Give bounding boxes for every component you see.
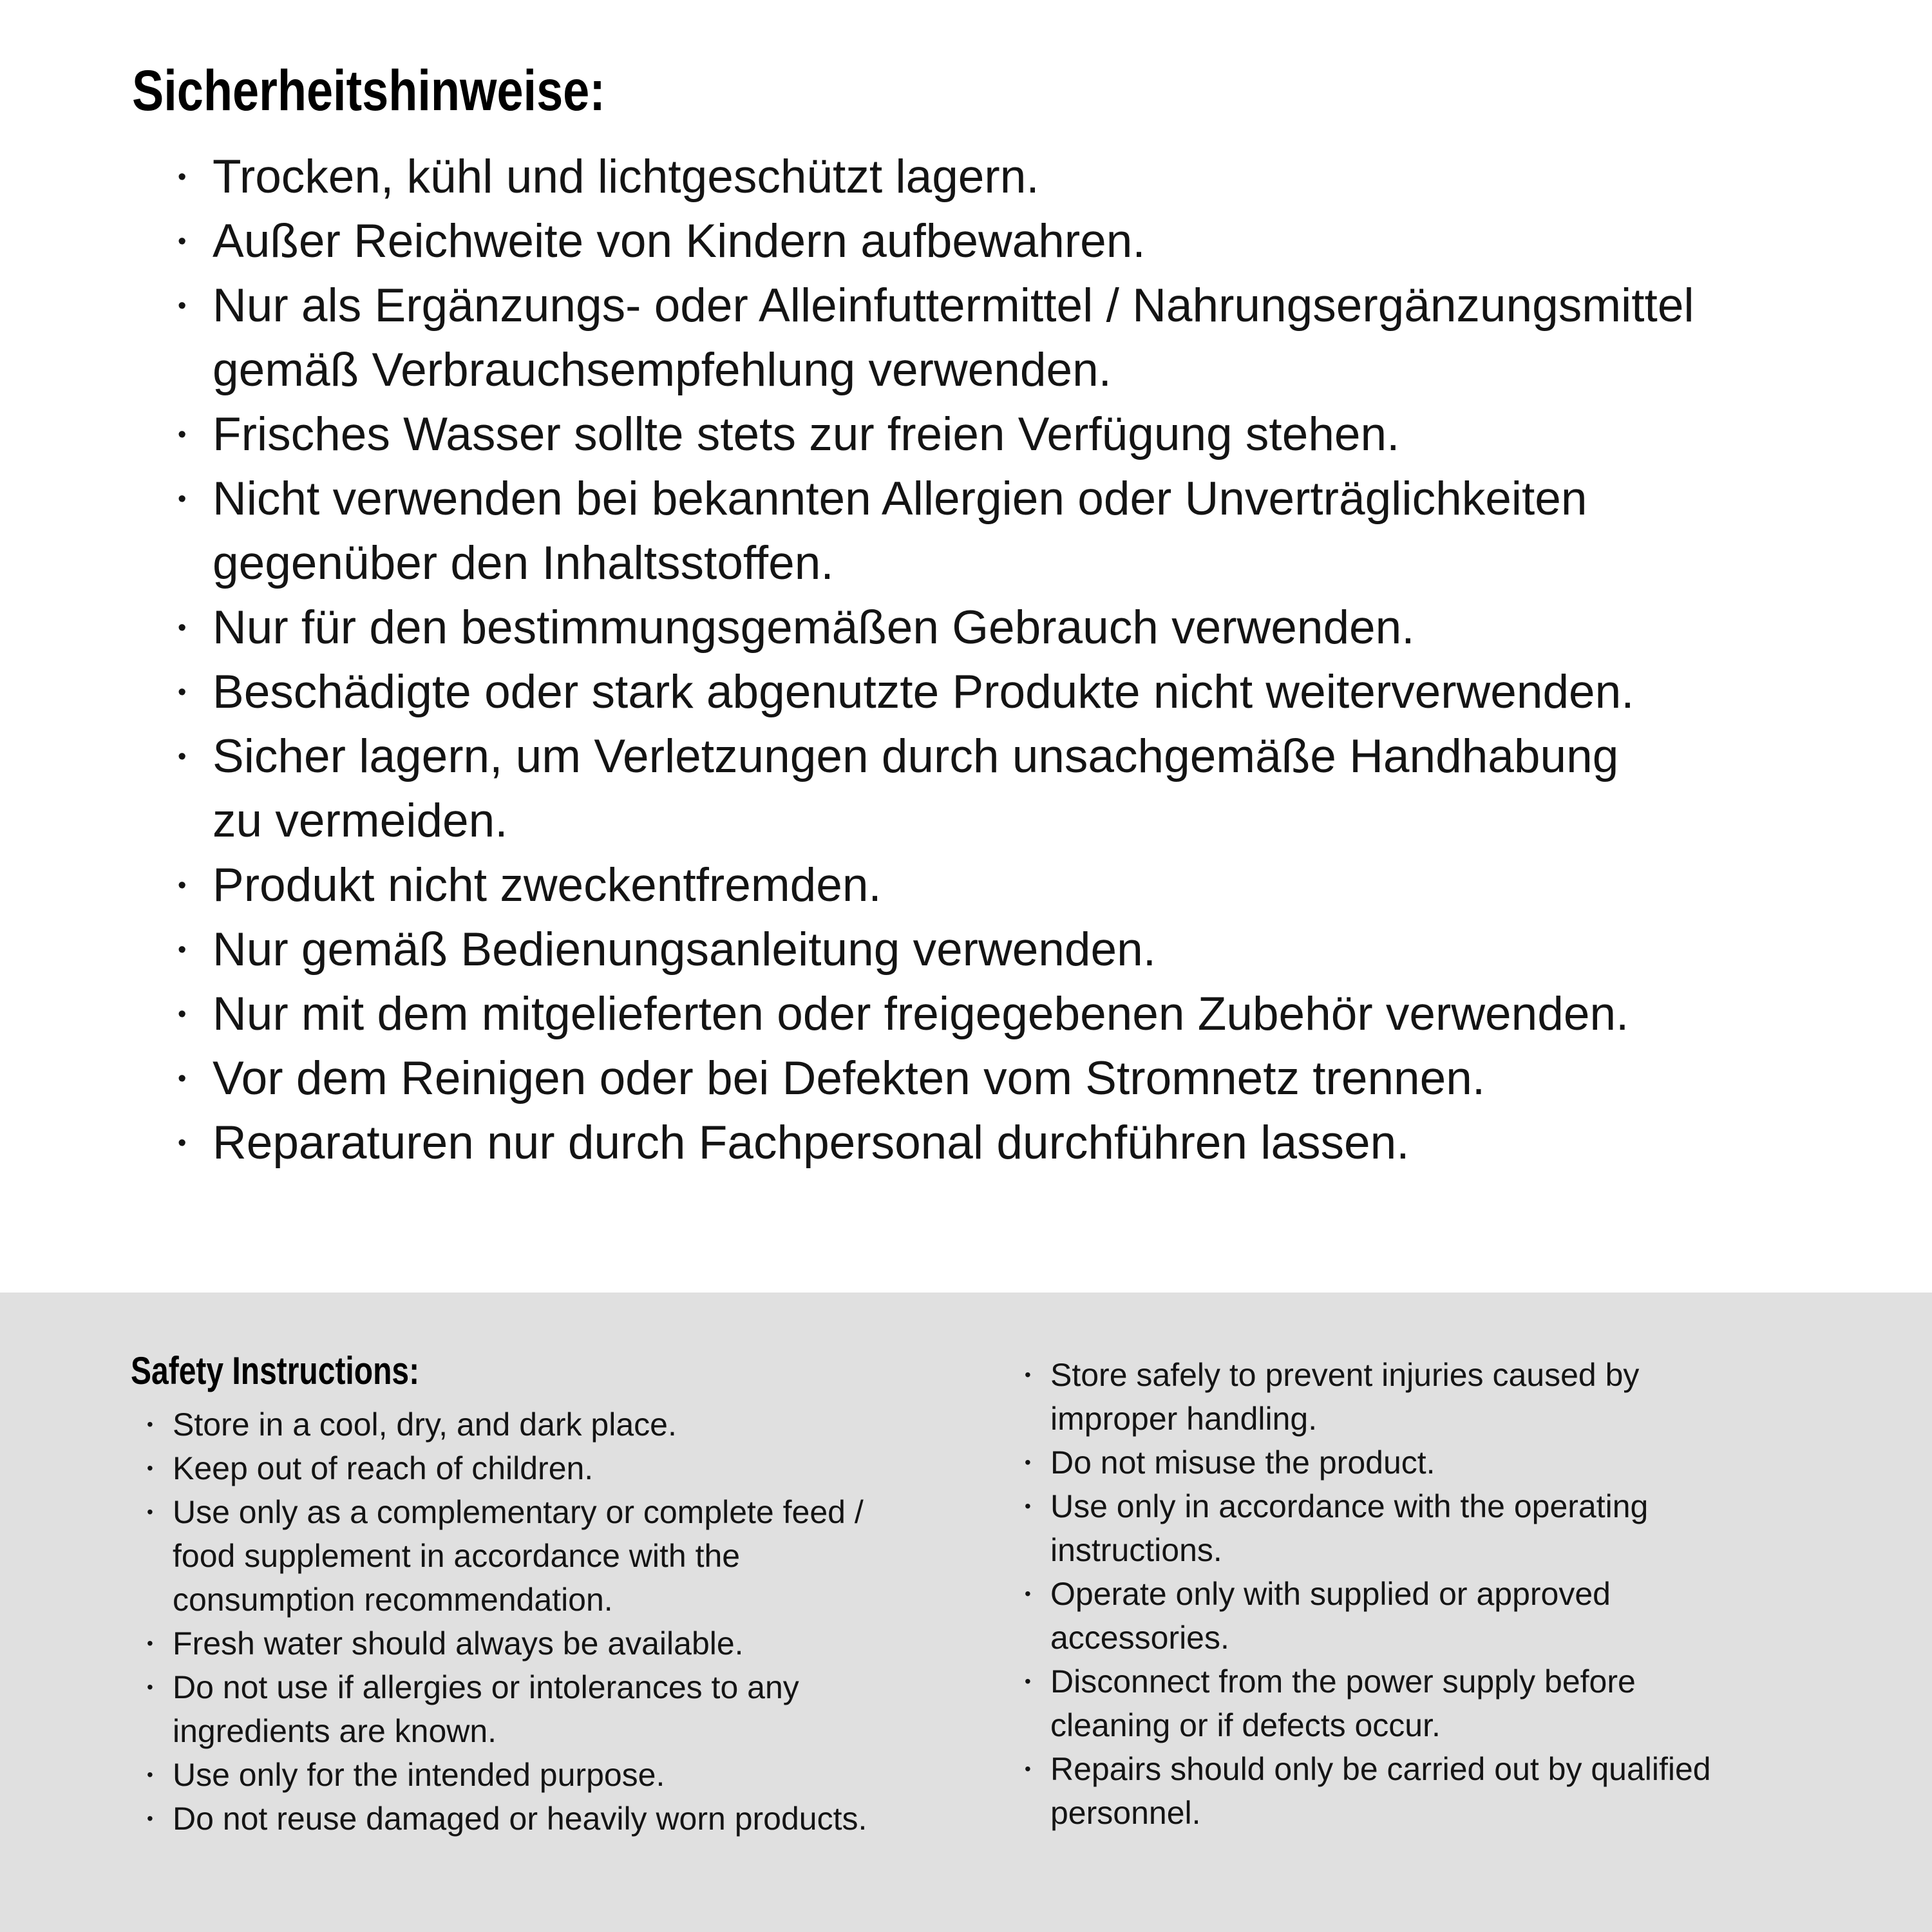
list-item-text: Nicht verwenden bei bekannten Allergien oder Unverträglichkeiten gegenüber den Inhaltsstoffen. (213, 473, 1587, 589)
list-item-text: Repairs should only be carried out by qualified personnel. (1050, 1751, 1711, 1831)
list-item (174, 1111, 1694, 1175)
bullet-icon: • (178, 1130, 187, 1157)
list-item (1014, 1441, 1711, 1484)
list-item-text: Nur für den bestimmungsgemäßen Gebrauch verwenden. (213, 601, 1415, 654)
list-item-text: Produkt nicht zweckentfremden. (213, 859, 882, 911)
list-item (1014, 1747, 1711, 1835)
list-item-text: Beschädigte oder stark abgenutzte Produkte nicht weiterverwenden. (213, 666, 1634, 718)
list-item-text: Nur als Ergänzungs- oder Alleinfuttermittel / Nahrungsergänzungsmittel gemäß Verbrauchsempfehlung verwenden. (213, 279, 1694, 396)
list-item-text: Nur gemäß Bedienungsanleitung verwenden. (213, 923, 1156, 976)
list-item (174, 660, 1694, 724)
english-bullet-list-left (137, 1403, 867, 1841)
bullet-icon: • (178, 614, 187, 641)
list-item (137, 1665, 867, 1753)
list-item-text: Trocken, kühl und lichtgeschützt lagern. (213, 151, 1039, 203)
list-item-text: Store safely to prevent injuries caused by improper handling. (1050, 1357, 1640, 1437)
list-item (137, 1753, 867, 1797)
bullet-icon: • (178, 743, 187, 770)
list-item-text: Außer Reichweite von Kindern aufbewahren. (213, 215, 1146, 267)
list-item-text: Reparaturen nur durch Fachpersonal durchführen lassen. (213, 1117, 1410, 1169)
bullet-icon: • (1025, 1496, 1031, 1516)
list-item (137, 1446, 867, 1490)
bullet-icon: • (178, 164, 187, 191)
list-item-text: Do not misuse the product. (1050, 1444, 1435, 1481)
german-section-title: Sicherheitshinweise: (132, 58, 605, 122)
bullet-icon: • (178, 936, 187, 963)
bullet-icon: • (178, 292, 187, 319)
list-item (1014, 1572, 1711, 1660)
bullet-icon: • (178, 1065, 187, 1092)
list-item (174, 145, 1694, 209)
bullet-icon: • (178, 228, 187, 255)
english-section-title: Safety Instructions: (131, 1349, 420, 1392)
list-item-text: Frisches Wasser sollte stets zur freien Verfügung stehen. (213, 408, 1400, 460)
bullet-icon: • (147, 1458, 153, 1478)
german-bullet-list (174, 145, 1694, 1175)
list-item-text: Operate only with supplied or approved accessories. (1050, 1576, 1611, 1656)
bullet-icon: • (147, 1765, 153, 1785)
list-item-text: Use only as a complementary or complete feed / food supplement in accordance with the consumption recommendation. (173, 1494, 864, 1618)
bullet-icon: • (1025, 1671, 1031, 1691)
list-item (174, 982, 1694, 1046)
list-item (174, 918, 1694, 982)
list-item (174, 402, 1694, 467)
list-item (174, 724, 1694, 853)
english-bullet-list-right (1014, 1353, 1711, 1835)
list-item-text: Disconnect from the power supply before cleaning or if defects occur. (1050, 1663, 1636, 1743)
list-item (174, 596, 1694, 660)
list-item (174, 467, 1694, 596)
list-item-text: Do not reuse damaged or heavily worn products. (173, 1801, 867, 1837)
list-item-text: Use only in accordance with the operating instructions. (1050, 1488, 1649, 1568)
list-item-text: Fresh water should always be available. (173, 1625, 744, 1662)
list-item-text: Use only for the intended purpose. (173, 1757, 665, 1793)
bullet-icon: • (178, 679, 187, 706)
list-item-text: Nur mit dem mitgelieferten oder freigegebenen Zubehör verwenden. (213, 988, 1629, 1040)
bullet-icon: • (147, 1677, 153, 1697)
list-item (137, 1797, 867, 1841)
list-item (137, 1622, 867, 1665)
list-item (174, 274, 1694, 402)
list-item (174, 1046, 1694, 1111)
bullet-icon: • (178, 872, 187, 899)
bullet-icon: • (178, 486, 187, 513)
list-item (174, 209, 1694, 274)
list-item (137, 1490, 867, 1622)
bullet-icon: • (1025, 1759, 1031, 1779)
list-item (137, 1403, 867, 1446)
list-item (1014, 1484, 1711, 1572)
list-item-text: Keep out of reach of children. (173, 1450, 594, 1486)
list-item-text: Store in a cool, dry, and dark place. (173, 1406, 677, 1443)
bullet-icon: • (1025, 1452, 1031, 1472)
bullet-icon: • (147, 1808, 153, 1828)
list-item (1014, 1353, 1711, 1441)
list-item-text: Vor dem Reinigen oder bei Defekten vom Stromnetz trennen. (213, 1052, 1486, 1104)
bullet-icon: • (147, 1502, 153, 1522)
bullet-icon: • (178, 1001, 187, 1028)
bullet-icon: • (1025, 1365, 1031, 1385)
bullet-icon: • (178, 421, 187, 448)
list-item (1014, 1660, 1711, 1747)
bullet-icon: • (1025, 1584, 1031, 1604)
list-item-text: Do not use if allergies or intolerances to any ingredients are known. (173, 1669, 799, 1749)
bullet-icon: • (147, 1414, 153, 1434)
list-item (174, 853, 1694, 918)
list-item-text: Sicher lagern, um Verletzungen durch unsachgemäße Handhabung zu vermeiden. (213, 730, 1619, 847)
bullet-icon: • (147, 1633, 153, 1653)
english-section (0, 1293, 1932, 1932)
